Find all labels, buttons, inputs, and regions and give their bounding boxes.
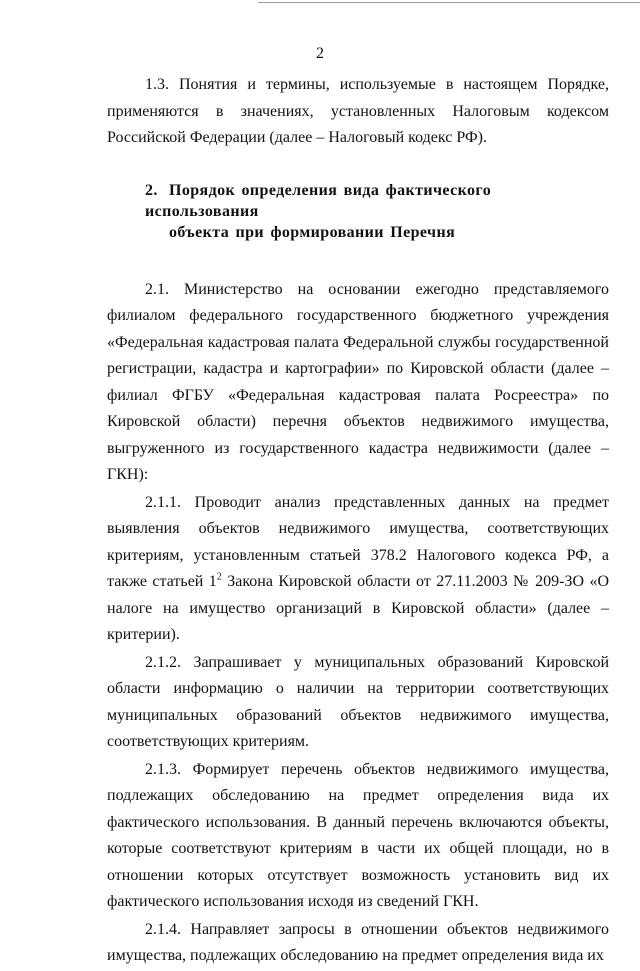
section-number: 2. xyxy=(145,181,158,199)
paragraph-2-1-3: 2.1.3. Формирует перечень объектов недвижимого имущества, подлежащих обследованию на предмет определения вида их фактического использования. В данный перечень включаются объекты, которые соответствуют критериям в части их общей площади, но в отношении которых отсутствует возможность установить вид их фактического использования исходя из сведений ГКН. xyxy=(107,760,609,910)
document-body xyxy=(107,72,609,971)
paragraph-2-1-2: 2.1.2. Запрашивает у муниципальных образований Кировской области информацию о наличии на территории соответствующих муниципальных образований объектов недвижимого имущества, соответствующих критериям. xyxy=(107,653,609,750)
header-rule xyxy=(258,2,640,3)
section-title-line-2: объекта при формировании Перечня xyxy=(169,223,456,241)
page-number: 2 xyxy=(316,45,324,62)
section-heading xyxy=(107,180,609,243)
section-title-line-1: Порядок определения вида фактического использования xyxy=(145,181,492,220)
article-superscript: 2 xyxy=(216,571,222,583)
paragraph-2-1-1-text-b: Закона Кировской области от 27.11.2003 № 209-ЗО «О налоге на имущество организаций в Кировской области» (далее – критерии). xyxy=(107,573,610,643)
paragraph-2-1-1 xyxy=(107,490,609,649)
paragraph-2-1: 2.1. Министерство на основании ежегодно представляемого филиалом федерального государственного бюджетного учреждения «Федеральная кадастровая палата Федеральной службы государственной регистрации, кадастра и картографии» по Кировской области (далее – филиал ФГБУ «Федеральная кадастровая палата Росреестра» по Кировской области) перечня объектов недвижимого имущества, выгруженного из государственного кадастра недвижимости (далее – ГКН): xyxy=(107,280,609,483)
paragraph-1-3: 1.3. Понятия и термины, используемые в настоящем Порядке, применяются в значениях, установленных Налоговым кодексом Российской Федерации (далее – Налоговый кодекс РФ). xyxy=(107,76,609,146)
paragraph-2-1-1-text-a: 2.1.1. Проводит анализ представленных данных на предмет выявления объектов недвижимого имущества, соответствующих критериям, установленным статьей 378.2 Налогового кодекса РФ, а также статьей 1 xyxy=(107,493,609,590)
paragraph-2-1-4: 2.1.4. Направляет запросы в отношении объектов недвижимого имущества, подлежащих обследованию на предмет определения вида их xyxy=(107,920,609,964)
